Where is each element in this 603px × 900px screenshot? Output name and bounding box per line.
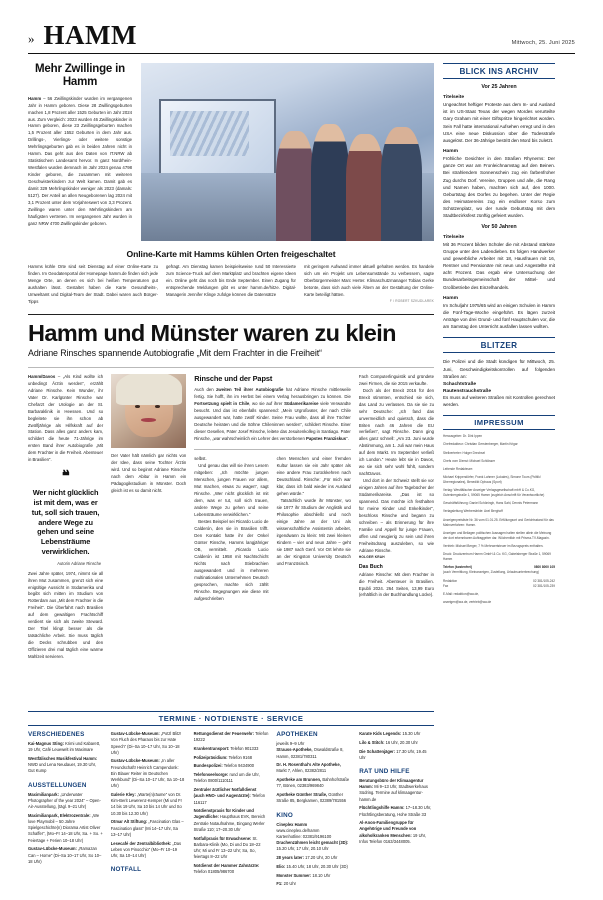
impressum-gf: Geschäftsführung: Daniel Schöningh, Hans Sahl, Dennis Petermann <box>443 501 539 506</box>
service-apotheken-note: jeweils 9–9 Uhr <box>276 741 305 747</box>
impressum-line: Leitende Redakteure: <box>443 466 474 471</box>
feature-col-2 <box>111 374 186 661</box>
service-item: Dr. H. Rosenthal's Alte Apotheke, Markt 7, Ahlen, 02382/2811 <box>276 762 341 774</box>
archive-block1-lead: Titelseite <box>443 95 465 100</box>
service-heading-kino: KINO <box>276 811 293 819</box>
service-item: Apotheke am Brunnen, Bahnhofstraße 77, Bönen, 02383/969840 <box>276 777 350 789</box>
top-story-paragraph: Hamm – 56 Zwillingskinder wurden im vergangenen Jahr in Hamm geboren. Diese 28 Zwillingsgeburten machen 1,8 Prozent aller 1525 Geburten im Jahr 2024 aus. Zum Vergleich: 2023 wurden 46 Zwillingskinder in Hamm geboren, diese 23 Zwillingsgeburten machen 1,5 Prozent aller 1552 Geburten in dem Jahr aus. Drillings-, Vierlings- oder weitere sonstige Mehrlingsgeburten gab es in beiden Jahren nicht in Hamm. Das geht aus den Daten von IT.NRW ab Statistischem Landesamt hervor. In ganz Nordrhein-Westfalen wurden demnach im Jahr 2024 genau 4798 Kinder geboren, die zusammen mit weiteren Geschwisterkindern zur Welt kamen. Damit gab es damit 329 Mehrlingskinder weniger als 2023 (damals: 5127). Der Anteil an allen Neugeborenen lag 2024 mit 3,1 Prozent unter dem Vorjahreswert von 3,3 Prozent. Zwillinge waren unter den Mehrlingskindern am häufigsten vertreten. Im vergangenen Jahr wurden in ganz NRW 4700 Zwillingskinder geboren. <box>28 95 132 226</box>
impressum-lines <box>443 434 555 485</box>
blitzer-street-2: Rautenstrauchstraße <box>443 388 491 394</box>
archive-block2-text: Fröhliche Gesichter in den Straßen Rhynerns: Der ganze Ort war am Fronleichnamstag auf den Beinen. Bei strahlendem Sonnenschein zog ein farbenfroher Zug durchs Dorf. Vereine, Gruppen und alle, die Rang und Namen haben, machten sich auf, den 1000. Geburtstag des Dorfes zu begehen. Unter der Regie des Heimatvereins zog ein endloser Korso zum Schützenplatz, wo der runde Geburtstag mit dem Stadtbezirksfest zünftig gefeiert wurden. <box>443 156 555 219</box>
service-item: Elio: 15.40 Uhr, 18 Uhr, 20.30 Uhr (3D) <box>276 863 348 869</box>
service-col-5 <box>359 731 434 890</box>
service-list-verschiedenes <box>28 741 103 775</box>
service-item: Lilo & Stitch: 16 Uhr, 20.30 Uhr <box>359 739 418 745</box>
service-item: Kai-Magnus Sting: Krimi und Kabarett, 19 Uhr, Café Leuewelt im Maximare <box>28 741 101 753</box>
service-item: Zentraler ärztlicher Notfalldienst (auch HNO- und Augenärzte): Telefon 116117 <box>193 787 266 805</box>
service-item: Flüchtlingshilfe Hamm: 17–18.30 Uhr, Flüchtlingsberatung, Hohe Straße 33 <box>359 805 432 817</box>
impressum-phone-label: Telefon (kostenfrei) <box>443 565 472 570</box>
impressum-contact-row: Redaktion 02 381/105-242 <box>443 578 555 583</box>
feature-col2-text: Der Vater hält nämlich gar nichts von der Idee, dass seine Tochter Ärztin wird. Und so beginnt Adriane Rinsche nach dem Abitur in Hamm ein Pädagogikstudium in Münster. Doch gleich ist es so damit nicht. <box>111 452 187 493</box>
service-item: Notdienst der Hammer Zahnärzte: Telefon 01805/986700 <box>193 863 260 875</box>
issue-date: Mittwoch, 25. Juni 2025 <box>511 40 575 46</box>
blitzer-intro: Die Polizei und die Stadt kündigen für Mittwoch, 25. Juni, Geschwindigkeitskontrollen auf folgenden Straßen an: <box>443 359 555 379</box>
service-item: Polizeipräsidium: Telefon 9168 <box>193 754 253 760</box>
impressum-line: Herausgeber: Dr. Dirk Ippen <box>443 434 483 439</box>
service-item: Apotheke Günther Straße, Günther Straße 85, Bergkamen, 02389/781556 <box>276 792 347 804</box>
archive-block3-text: Mit 36 Prozent bilden Schüler die mit Abstand stärkste Gruppe unter den Ladendieben. Es folgen Handwerker und gewerbliche Arbeiter mit 18, Hausfrauen mit 16, Rentner und Pensionäre mit neun und Angestellte mit acht Prozent. Das ergab eine Untersuchung der Bundesarbeitsgemeinschaft der Mittel- und Großbetriebe des Einzelhandels. <box>443 241 555 290</box>
top-story-headline: Mehr Zwillinge in Hamm <box>35 63 125 89</box>
service-item: Al-Anon-Familiengruppe für Angehörige und Freunde von alkoholkranken Menschen: 19 Uhr, Infos Telefon 0163/3448005. <box>359 820 427 844</box>
section-divider <box>28 314 434 315</box>
service-kino-hotline: Kartenhotline: 02381/9196100 <box>276 833 332 839</box>
impressum-druck: Druck: Druckzentrum Hamm GmbH & Co. KG, Gabelsberger Straße 1, 59069 Hamm <box>443 552 551 562</box>
portrait-eye <box>155 405 160 408</box>
service-columns <box>28 731 434 890</box>
feature-lower-columns <box>194 456 351 602</box>
archive-section-title: BLICK INS ARCHIV <box>443 63 555 79</box>
feature-col1-text: Hamm/Davos – „Als Kind wollte ich unbedingt Ärztin werden“, erzählt Adriane Rinsche. Kein Wunder, ihr Vater Dr. Karlgünter Rinsche war Chefarzt der Urologie an der St. Barbaraklinik in Heessen. Und so begleitete sie ihn schon ab Zwölfjährige als Hilfskraft auf der Station. Dass alles ganz anders kam, schildert die heute 71-Jährige im ersten Band ihrer Autobiografie „Mit dem Frachter in die Freiheit. Abenteuer in Brasilien“. <box>28 373 104 463</box>
service-list-apotheken <box>276 747 351 804</box>
impressum-line: Chefredakteur: Christian Gerstenberger, Martin Krigar <box>443 442 518 447</box>
caption-headline: Online-Karte mit Hamms kühlen Orten freigeschaltet <box>126 249 336 259</box>
service-col-2 <box>111 731 186 890</box>
feature-sidebar-column <box>194 374 351 661</box>
impressum-vertrieb: Vertrieb: Michael Berger, 7 % Mehrwertsteuer im Bezugspreis enthalten. <box>443 543 544 548</box>
service-item: Die Schattenjäger: 17.30 Uhr, 19.45 Uhr <box>359 748 427 760</box>
service-item: Rettungsdienst der Feuerwehr: Telefon 19222 <box>193 731 269 743</box>
page-title: HAMM <box>43 20 137 50</box>
caption-col-2: gefragt. Am Dienstag kamen beispielsweise rund 50 Interessierte zum Science-Truck auf dem Marktplatz und brachten eigene Ideen ein. Online geht das noch bis Ende September. Einen Zugang für entsprechende Meldungen gibt es unter hamm.de/hitze. Digital-Managerin Jennifer Klinge zufolge können die Datensätze <box>166 264 296 297</box>
feature-subheadline: Adriane Rinsches spannende Autobiografie „Mit dem Frachter in die Freiheit“ <box>28 348 322 359</box>
service-item: Drachenzähmen leicht gemacht (3D): 15.20 Uhr, 17 Uhr, 20.10 Uhr <box>276 840 349 852</box>
impressum-anzeigen: Verlagsleitung Werbemärkte: Axel Berghoff <box>443 509 503 514</box>
cooling-map-photo <box>141 63 434 241</box>
service-heading-ausstellungen: AUSSTELLUNGEN <box>28 781 87 789</box>
portrait-hair <box>116 374 182 405</box>
sidebar-divider <box>194 449 351 450</box>
service-col-4 <box>276 731 351 890</box>
service-heading-rat-und-hilfe: RAT UND HILFE <box>359 767 410 775</box>
feature-byline: HOLGER KRAH <box>358 554 385 559</box>
archive-block1-text: Ungeachtet heftiger Proteste aus dem In- und Ausland ist im US-Staat Texas der wegen Mordes verurteilte Gary Graham mit einer Giftspritze hingerichtet worden. Sein Fall hatte international Aufsehen erregt und in den USA eine neue Diskussion über die Todesstrafe ausgelöst. Der 36-Jährige bestritt den Mord bis zuletzt. <box>443 102 555 143</box>
impressum-mail-2: anzeigen@wa.de, vertrieb@wa.de <box>443 599 492 604</box>
book-box-headline: Das Buch <box>358 563 383 570</box>
pull-quote <box>28 464 103 570</box>
service-item: Maximilianpark, Elektrozentrale: „We love Playmobil – 50 Jahre Spielgeschichte(n) Diorama Artist Oliver Schaffer“, (Mo–Fr 14–18 Uhr, Sa. + So. + Feiertage + Ferien 10–18 Uhr) <box>28 812 103 843</box>
feature-col-4: chen Menschen und einer fremden Kultur lassen sie ein Jahr später als eine andere Frau zurückkehren nach Deutschland. Rinsche: „Für mich war klar, dass ich bald wieder ins Ausland gehen würde.“ Tatsächlich wurde ihr Münster, wo sie 1977 ihr Studium der Anglistik und Philosophie abschließt und noch einige Jahre an der Uni als wissenschaftliche Assistentin arbeitet, irgendwann zu klein: Mit zwei kleinen Kindern – vier und neun Jahre – geht sie 1987 nach Genf. Vor Ort lehrte sie an der Kingston University Deutsch und Französisch. <box>276 456 351 566</box>
blitzer-section-title: BLITZER <box>443 337 555 353</box>
photo-credit: F / ROBERT SZKUDLAREK <box>389 298 434 303</box>
service-footer <box>28 711 575 890</box>
sidebar-text: Auch den zweiten Teil ihrer Autobiografie hat Adriane Rinsche mittlerweile fertig. Sie hofft, ihn im Herbst bei einem Verlag herausbringen zu können. Die Fortsetzung spielt in Chile, wo sie auf ihrer Südamerikareise viele Verwandte besucht. Und das ist ebenfalls spannend: „Mein Urgroßvater, der nach Chile ausgewandert war, hatte zwölf Kinder. Seine Frau wollte, dass all ihre Töchter Deutsche heiraten und die Söhne Chileninnen werden“, schildert Rinsche. Einer dieser Gesellen, Pater Josef Rinsche, leitete das Jesuitenkolleg in Santiago. Pater Rinsche, „war wahrscheinlich ein Lehrer des verstorbenen Papstes Franziskus“. <box>194 386 351 441</box>
service-item: Gustav-Lübcke-Museum: „In aller Freundschaft! Heinrich Campendonk: Ein Blauer Reiter im Deutschen Werkbund“ (Di–Sa 10–17 Uhr, Sa 10–18 Uhr) <box>110 758 185 789</box>
caption-col-1: Hamms kühle Orte sind seit Dienstag auf einer Online-Karte zu finden. Im Geodatenportal der Homepage hamm.de finden sich jede Menge Orte, an denen es sich bei heißen Temperaturen gut aushalten lässt. Gestaltet haben die Karte Gesundheits-, Umweltamt und Digital-Team der Stadt. Dabei waren auch Bürger-Tipps <box>28 264 158 304</box>
top-story-body <box>28 96 132 228</box>
service-heading-verschiedenes: VERSCHIEDENES <box>28 731 85 739</box>
impressum-verlag: Verlag: Westfälischer Anzeiger Verlagsgesellschaft mbH & Co.KG, Gutenbergstraße 1, 59065 Hamm (zugleich Anschrift für Verantwortliche) <box>443 488 545 498</box>
service-item: Gustav-Lübcke-Museum: „Potzl Blitz! Von Fluch des Pharaos bis zur Hate Speech“ (Di–Sa 10–17 Uhr, So 10–18 Uhr) <box>110 731 182 755</box>
archive-block3-lead: Titelseite <box>443 234 465 240</box>
masthead <box>28 22 575 54</box>
feature-columns <box>28 374 434 661</box>
service-item: Krankentransport: Telefon 901333 <box>193 746 259 751</box>
impressum-section-title: IMPRESSUM <box>443 415 555 430</box>
service-heading-apotheken: APOTHEKEN <box>276 731 318 739</box>
portrait-mouth <box>141 418 156 422</box>
blitzer-street-1: Schachtstraße <box>443 381 477 387</box>
service-item: Monster Summer: 18.10 Uhr <box>276 872 331 878</box>
service-item: Telefonseelsorge: rund um die Uhr, Telefon 0800/1110111 <box>193 772 260 784</box>
impressum-phone-note: (auch Vermittlung, Kleinanzeigen, Zustellung, Urlaubsunterbrechung) <box>443 570 540 575</box>
page-body <box>28 63 575 661</box>
book-box-text: Adriane Rinsche: Mit dem Frachter in die Freiheit. Abenteuer in Brasilien. Epubli 2024. 264 Seiten, 13,99 Euro (erhältlich in der Buchhandlung Lücke). <box>358 571 434 598</box>
feature-headline: Hamm und Münster waren zu klein <box>28 319 396 346</box>
caption-columns <box>28 264 434 306</box>
service-item: Gustav-Lübcke-Museum: „Ramazan Can – Home“ (Di–Sa 10–17 Uhr, So 10–18 Uhr) <box>28 846 102 864</box>
service-item: Notfallpraxis für Erwachsene: St. Barbara-Klinik (Mo, Di und Do 18–22 Uhr; Mi und Fr 13–22 Uhr; Sa, So, feiertags 8–22 Uhr <box>193 835 261 860</box>
service-col-3 <box>194 731 269 890</box>
blitzer-outro: Es muss auf weiteren Straßen mit Kontrollen gerechnet werden. <box>443 394 555 408</box>
service-item: Lesecafé der Zentralbibliothek: „Das Leben von Pinocchio“ (Mo–Fr 10–19 Uhr, Sa 10–14 Uhr) <box>110 840 182 858</box>
top-story-text-column <box>28 63 132 241</box>
feature-col-1 <box>28 374 103 661</box>
archive-block3-title: Vor 50 Jahren <box>481 223 517 230</box>
photo-person <box>381 127 422 241</box>
feature-col-3: selbst. Und genau das will sie ihren Lesern mitgeben: „Ich möchte jungen Menschen, jungen Frauen vor allem, Mut machen, etwas zu wagen“, sagt Rinsche. „Wer nicht glücklich ist mit dem, was er tut, soll sich trauen, andere Wege zu gehen und seine Lebensträume verwirklichen.“ Bestes Beispiel sei Ricardo Lucio de Calderón, den sie in Brasilien trifft. Den Kontakt hatte ihr der Onkel Günter Rinsche, Hamms langjähriger OB, vermittelt. „Ricardo Lucio Calderón ist 1958 mit Nachtschicht Nichts nach Stiebrachien ausgewandert und in mehreren multinationalen Unternehmen Deutsch gesprochen, machte sich zählt Rinsche. Begegnungen wie diese mit aufgeschrieben <box>194 456 269 601</box>
archive-block1-title: Vor 25 Jahren <box>481 84 517 90</box>
impressum-line: Chefs vom Dienst: Michael Schlösser <box>443 458 496 463</box>
impressum-contact-row: Fax 02 381/105-239 <box>443 583 555 588</box>
feature-divider <box>28 367 434 368</box>
archive-block2-lead: Hamm <box>443 149 458 155</box>
photo-screen <box>159 99 276 177</box>
sidebar-headline: Rinsche und der Papst <box>194 373 273 383</box>
archive-block4-text: Im Schuljahr 1975/65 wird an einigen Schulen in Hamm die Fünf-Tage-Woche eingeführt. Es lägen zurzeit Anträge von drei Grund- und fünf Hauptschulen vor, die am Samstag den Unterricht ausfallen lassen wollten. <box>443 302 555 330</box>
pull-quote-attribution: Autorin Adriane Rinsche <box>57 560 102 566</box>
impressum-hinweis: Anzeigen und Beilagen politischen Aussagen halten stellen allein die Meinung der dort erkennbaren Auftraggeber dar. Wöchentlich mit Prisma-TV-Magazin. <box>443 530 552 540</box>
service-item: F1: 20 Uhr <box>276 881 296 887</box>
service-section-title: TERMINE · NOTDIENSTE · SERVICE <box>28 711 434 726</box>
service-item: Beratungsbüro der Klimaagentur Hamm: Mi 9–13 Uhr, Stadtwerkehaus Südring. Termine auf klimaagentur-hamm.de <box>359 777 428 802</box>
top-story-photo-column <box>141 63 434 241</box>
caption-col-3: mit geringem Aufwand immer aktuell gehalten werden. Es handele sich um ein Projekt um Lebensumstände zu verbessern, sagte Oberbürgermeister Marc Herter. Klimaschutzmanager Tobias Gerke betonte, dass sich auch viele Ältern an der Gestaltung der Online-Karte beteiligt hätten. F / ROBERT SZKUDLAREK <box>304 264 434 303</box>
impressum-line: Stellvertreter: Holger Drechsel <box>443 450 486 455</box>
chevron-icon: » <box>28 31 35 46</box>
impressum-contact-rows <box>443 579 555 589</box>
quote-mark-icon: ❝ <box>61 468 70 486</box>
service-list-films-2 <box>359 731 434 761</box>
pull-quote-text: Wer nicht glücklich ist mit dem, was er tut, soll sich trauen, andere Wege zu gehen und seine Lebensträume verwirklichen. <box>31 488 100 556</box>
service-item: Westfälisches Musikfestival Hamm: NWD und Lena Neudauer, 19.30 Uhr, Gut Kump <box>28 756 98 774</box>
service-list-ausstellungen <box>28 792 103 865</box>
right-rail <box>443 63 555 661</box>
service-item: Notdienstpraxis für Kinder und Jugendliche: Haupthaus EVK, Bereich Zentrale Notaufnahme, Eingang Werler Straße 110; 17–20.30 Uhr <box>193 808 266 832</box>
impressum-mail-1: E-Mail: redaktion@wa.de, <box>443 591 480 596</box>
service-item: Maximilianpark: „Underwater Photographer of the year 2024“ – Open-Air-Ausstellung, (tägl. 9–21 Uhr) <box>28 791 101 810</box>
service-heading-notfall: NOTFALL <box>110 866 142 874</box>
service-item: 28 years later: 17.20 Uhr, 20 Uhr <box>276 855 338 861</box>
impressum-preisliste: Anzeigenpreisliste Nr. 36 vom 01.01.25. Erfüllungsort und Gerichtsstand für das Mahnverfahren: Hamm. <box>443 517 554 527</box>
photo-person <box>346 134 384 241</box>
service-kino-name: Cineplex Hamm <box>276 821 308 827</box>
service-col-1 <box>28 731 103 890</box>
main-content <box>28 63 434 661</box>
service-kino-web: www.cineplex.de/hamm <box>276 827 320 833</box>
service-list-films <box>276 840 351 887</box>
impressum-line: Michael Krippendörfer, Frank Lahmer (Lokales), Simone Tours (Politik/Überregionales), Benedikt Ophaus (Sport) <box>443 474 541 484</box>
feature-col1-continued: Zwei Jahre später, 1974, nimmt sie all ihren Mut zusammen, grenzt sich eine enigültige Aussicht in Südamerika und begibt sich mitten im Studium von Rotterdam aus „Mit dem Frachter in die Freiheit“. Die Überfahrt nach Brasilien auf dem gewaltigen Frachtschiff verdient sie sich als zweite Steward. Der Titel klingt besser als die tatsächliche Arbeit. Sie muss täglich die Decks schrubben und den Offizieren drei mal täglich eine warme Mahlzeit servieren. <box>28 570 104 660</box>
feature-col-5 <box>359 374 434 661</box>
photo-person <box>311 124 349 241</box>
service-item: Bundespolizei: Telefon 9434900 <box>193 763 255 769</box>
impressum-body <box>443 434 555 605</box>
service-list-museen <box>111 731 186 859</box>
archive-block4-lead: Hamm <box>443 295 458 301</box>
top-story <box>28 63 434 241</box>
service-item: Otmar Alt Stiftung: „Fascination Glas – Fascination glass“ (Mi 14–17 Uhr, Sa 13–17 Uhr) <box>110 819 184 837</box>
photo-person <box>276 131 314 241</box>
service-list-notfall <box>194 731 269 875</box>
author-portrait <box>111 374 186 448</box>
service-item: Karate Kids Legends: 15.30 Uhr <box>359 731 421 737</box>
feature-col5-text: Fach Computerlinguistik und gründete zwei Firmen, die sie 2015 verkaufte. Doch als der Brexit 2016 für den Brexit stimmten, entschied sie sich, das Land zu verlassen. Da sie sie zu sehr Deutsche: „Ich fand das unvermeidlich und quietsch, dass die Briten nach 46 Jahren die EU verließen“, sagt Rinsche. Dann ging alles ganz schnell: „Am 23. Juni wurde Abstimmung, am 1. Juli war mein Haus auf dem Markt. Im September verließ ich London.“ Heute lebt sie in Davos, wo sie sich sehr wohl fühlt, sondern nachDavos. Und dort in der Schweiz stellt sie vor einigen Jahren auf ihre Tagebücher der Südamerikareise. „Das ist so spannend. Das möchte ich festhalten für meine Kinder und Enkelkinder“, beschloss Rinsche und begann zu schreiben – als Erinnerung für ihre Familie und Appell für junge Frauen, offen und neugierig zu sein und ihren Freiheitsdrang auszuleben, so wie Adriane Rinsche. <box>358 373 434 553</box>
service-item: Strauss-Apotheke, Oswaldstraße 8, Hamm, 02381/780311 <box>276 747 344 759</box>
impressum-phone-value: 0800 8000 105 <box>534 565 555 570</box>
service-list-rat-und-hilfe <box>359 778 434 845</box>
service-item: Galerie Kley: „Warte(n)räume“ von Dr. Kim-Berit Lewerenz-Kemper (Mi und Fr 14 bis 19 Uhr, Sa 10 bis 14 Uhr und So 10.30 bis 12.30 Uhr) <box>110 792 183 816</box>
